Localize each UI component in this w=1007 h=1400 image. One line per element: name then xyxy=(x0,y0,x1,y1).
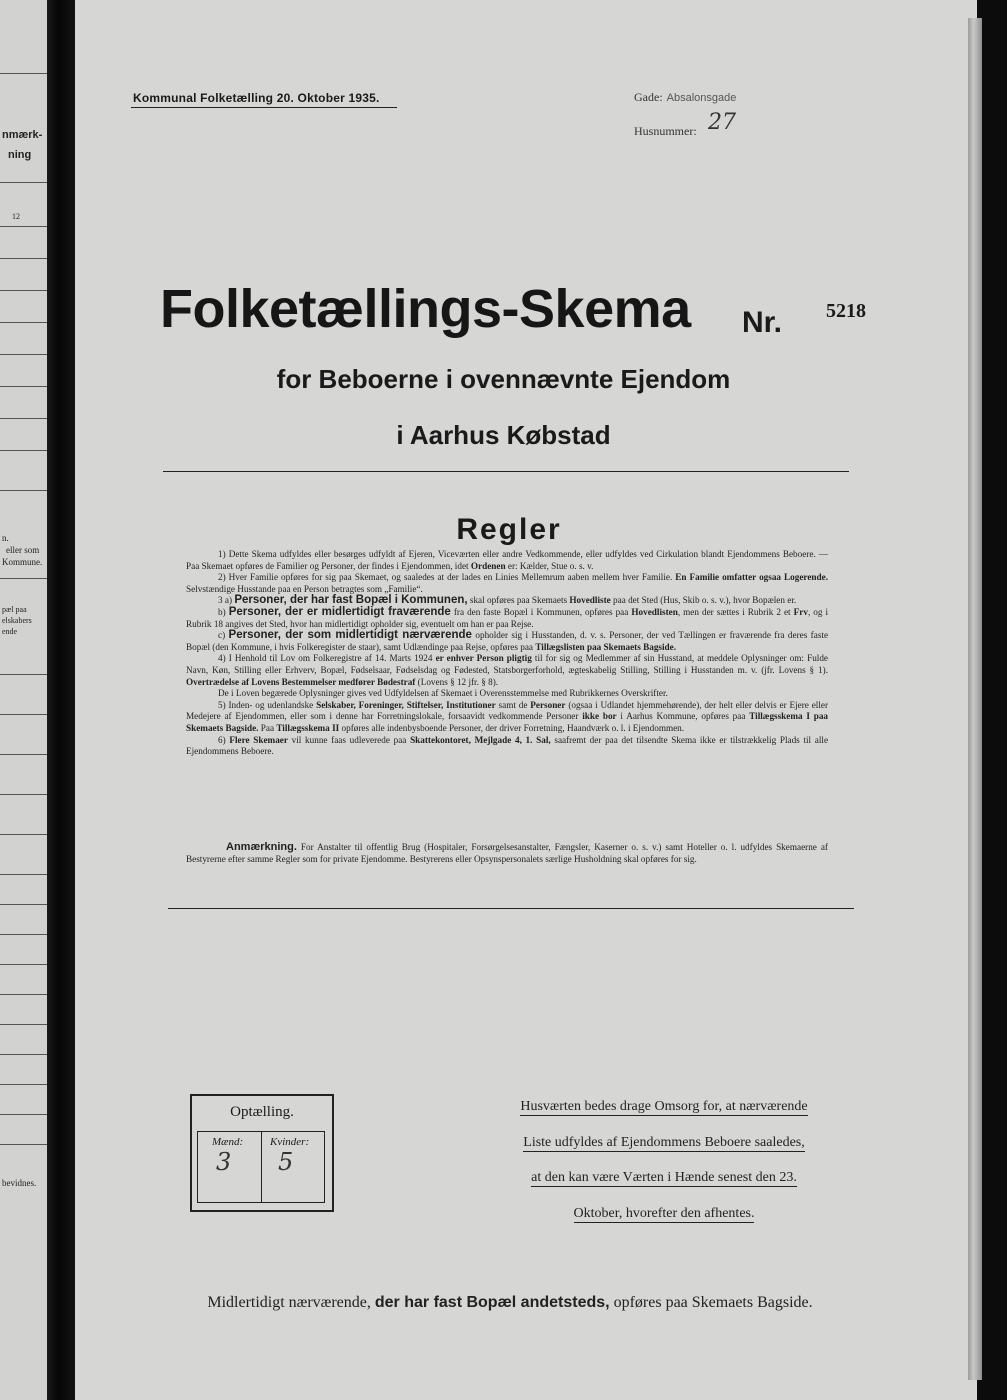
street-field xyxy=(634,90,736,105)
left-rule xyxy=(0,490,47,491)
left-rule xyxy=(0,1114,47,1115)
count-box-table xyxy=(197,1131,325,1203)
left-rule xyxy=(0,1024,47,1025)
left-rule xyxy=(0,182,47,183)
left-rule xyxy=(0,994,47,995)
remark-text: For Anstalter til offentlig Brug (Hospitaler, Forsørgelsesanstalter, Fængsler, Kaserner o. s. v.) samt Hoteller o. l. udfyldes Skemaerne af Bestyrerne efter samme Regler som for private Ejendomme. Bestyrerens eller Opsynspersonalets særlige Husholdning skal opføres for sig. xyxy=(186,842,828,864)
women-label: Kvinder: xyxy=(270,1136,310,1148)
left-rule xyxy=(0,1144,47,1145)
left-rule xyxy=(0,1084,47,1085)
form-title: Folketællings-Skema xyxy=(160,279,691,339)
left-rule xyxy=(0,874,47,875)
left-rule xyxy=(0,258,47,259)
left-fragment: ning xyxy=(8,149,32,161)
footer-instruction: Midlertidigt nærværende, der har fast Bopæl andetsteds, opføres paa Skemaets Bagside. xyxy=(207,1294,813,1311)
left-rule xyxy=(0,322,47,323)
left-rule xyxy=(0,794,47,795)
divider-bottom xyxy=(168,908,854,909)
left-fragment: pæl paa xyxy=(2,605,27,614)
remark-label: Anmærkning. xyxy=(226,841,297,853)
left-fragment: elskabers xyxy=(2,616,32,625)
rule-1: 1) Dette Skema udfyldes eller besørges udfyldt af Ejeren, Viceværten eller andre Vedkommende, eller udfyldes ved Cirkulation blandt Ejendommens Beboere. — Paa Skemaet opføres de Familier og Personer, der findes i Ejendommen, idet Ordenen er: Kælder, Stue o. s. v. xyxy=(186,549,828,571)
left-rule xyxy=(0,934,47,935)
form-number-value: 5218 xyxy=(826,300,866,322)
rules-heading: Regler xyxy=(456,513,562,546)
left-rule xyxy=(0,1054,47,1055)
book-gutter xyxy=(47,0,75,1400)
left-rule xyxy=(0,904,47,905)
house-number-value: 27 xyxy=(708,110,736,135)
rule-3c: c) Personer, der som midlertidigt nærværende opholder sig i Husstanden, d. v. s. Personer, der ved Tællingen er fraværende fra deres faste Bopæl (den Kommune, i hvis Folkeregister de staar), samt Udlændinge paa Rejse, opføres paa Tillægslisten paa Skemaets Bagside. xyxy=(186,629,829,652)
left-rule xyxy=(0,290,47,291)
left-fragment: 12 xyxy=(12,212,20,221)
left-rule xyxy=(0,834,47,835)
left-rule xyxy=(0,354,47,355)
count-box-divider xyxy=(261,1132,262,1202)
form-subtitle-2: i Aarhus Købstad xyxy=(396,420,611,450)
rules-body xyxy=(186,549,828,758)
left-fragment: n. xyxy=(2,533,9,543)
notice-line-1: Husværten bedes drage Omsorg for, at nærværende xyxy=(520,1099,808,1114)
left-rule xyxy=(0,226,47,227)
left-rule xyxy=(0,418,47,419)
notice-line-3: at den kan være Værten i Hænde senest den 23. xyxy=(531,1170,797,1185)
men-label: Mænd: xyxy=(212,1136,244,1148)
count-box-title: Optælling. xyxy=(230,1104,294,1120)
notice-line-4: Oktober, hvorefter den afhentes. xyxy=(573,1206,755,1221)
rule-5: 5) Inden- og udenlandske Selskaber, Foreninger, Stiftelser, Institutioner samt de Personer (ogsaa i Udlandet hjemmehørende), der helt eller delvis er Ejere eller Medejere af Ejendommen, eller som i denne har Forretningslokale, forsaavidt vedkommende Personer ikke bor i Aarhus Kommune, opføres paa Tillægsskema I paa Skemaets Bagside. Paa Tillægsskema II opføres alle indenbysboende Personer, der driver Forretning, Haandværk o. l. i Ejendommen. xyxy=(186,699,829,733)
rule-3b: b) Personer, der er midlertidigt fraværende fra den faste Bopæl i Kommunen, opføres paa Hovedlisten, men der sættes i Rubrik 2 et Frv, og i Rubrik 18 angives det Sted, hvor han midlertidigt opholder sig, eventuelt om han er paa Rejse. xyxy=(186,605,829,629)
left-fragment: ende xyxy=(2,627,18,636)
left-rule xyxy=(0,714,47,715)
divider-top xyxy=(163,471,849,472)
left-fragment: bevidnes. xyxy=(2,1178,37,1188)
left-rule xyxy=(0,578,47,579)
rule-2: 2) Hver Familie opføres for sig paa Skemaet, og saaledes at der lades en Linies Mellemrum aaben mellem hver Familie. En Familie omfatter ogsaa Logerende. Selvstændige Husstande paa en Person betragtes som „Familie“. xyxy=(186,572,828,594)
left-fragment: eller som xyxy=(6,545,40,555)
page-edge xyxy=(968,18,982,1380)
rule-4: 4) I Henhold til Lov om Folkeregistre af 14. Marts 1924 er enhver Person pligtig til for sig og Medlemmer af sin Husstand, at meddele Oplysninger om: Fulde Navn, Køn, Stilling eller Erhverv, Bopæl, Fødselsaar, Fødselsdag og Fødested, Statsborgerforhold, ægteskabelig Stilling, Stilling i Husstanden m. v. (jfr. Lovens § 1). Overtrædelse af Lovens Bestemmelser medfører Bødestraf (Lovens § 12 jfr. § 8). xyxy=(186,653,829,687)
rule-3a: 3 a) Personer, der har fast Bopæl i Kommunen, skal opføres paa Skemaets Hovedliste paa det Sted (Hus, Skib o. s. v.), hvor Bopælen er. xyxy=(218,594,797,607)
remark-paragraph xyxy=(186,842,828,865)
left-rule xyxy=(0,674,47,675)
rule-6: 6) Flere Skemaer vil kunne faas udleverede paa Skattekontoret, Mejlgade 4, 1. Sal, saafremt der paa det tilsendte Skema ikke er tilstrækkelig Plads til alle Ejendommens Beboere. xyxy=(186,734,829,757)
header-underline xyxy=(131,107,397,108)
left-page-edge xyxy=(0,0,47,1400)
notice-line-2: Liste udfyldes af Ejendommens Beboere saaledes, xyxy=(523,1135,805,1150)
left-rule xyxy=(0,73,47,74)
women-count: 5 xyxy=(278,1148,294,1176)
left-fragment: nmærk- xyxy=(2,129,43,141)
census-header: Kommunal Folketælling 20. Oktober 1935. xyxy=(133,91,380,105)
street-value: Absalonsgade xyxy=(666,92,737,104)
house-number-label: Husnummer: xyxy=(634,124,697,138)
left-rule xyxy=(0,754,47,755)
count-box xyxy=(190,1094,334,1212)
left-rule xyxy=(0,964,47,965)
house-number-field xyxy=(634,110,736,139)
left-fragment: Kommune. xyxy=(2,557,43,567)
form-number-label: Nr. xyxy=(742,306,783,339)
street-label: Gade: xyxy=(634,90,663,104)
rule-4-note: De i Loven begærede Oplysninger gives ved Udfyldelsen af Skemaet i Overensstemmelse med Rubrikkernes Overskrifter. xyxy=(218,688,668,699)
form-subtitle-1: for Beboerne i ovennævnte Ejendom xyxy=(276,364,731,394)
men-count: 3 xyxy=(216,1148,232,1176)
